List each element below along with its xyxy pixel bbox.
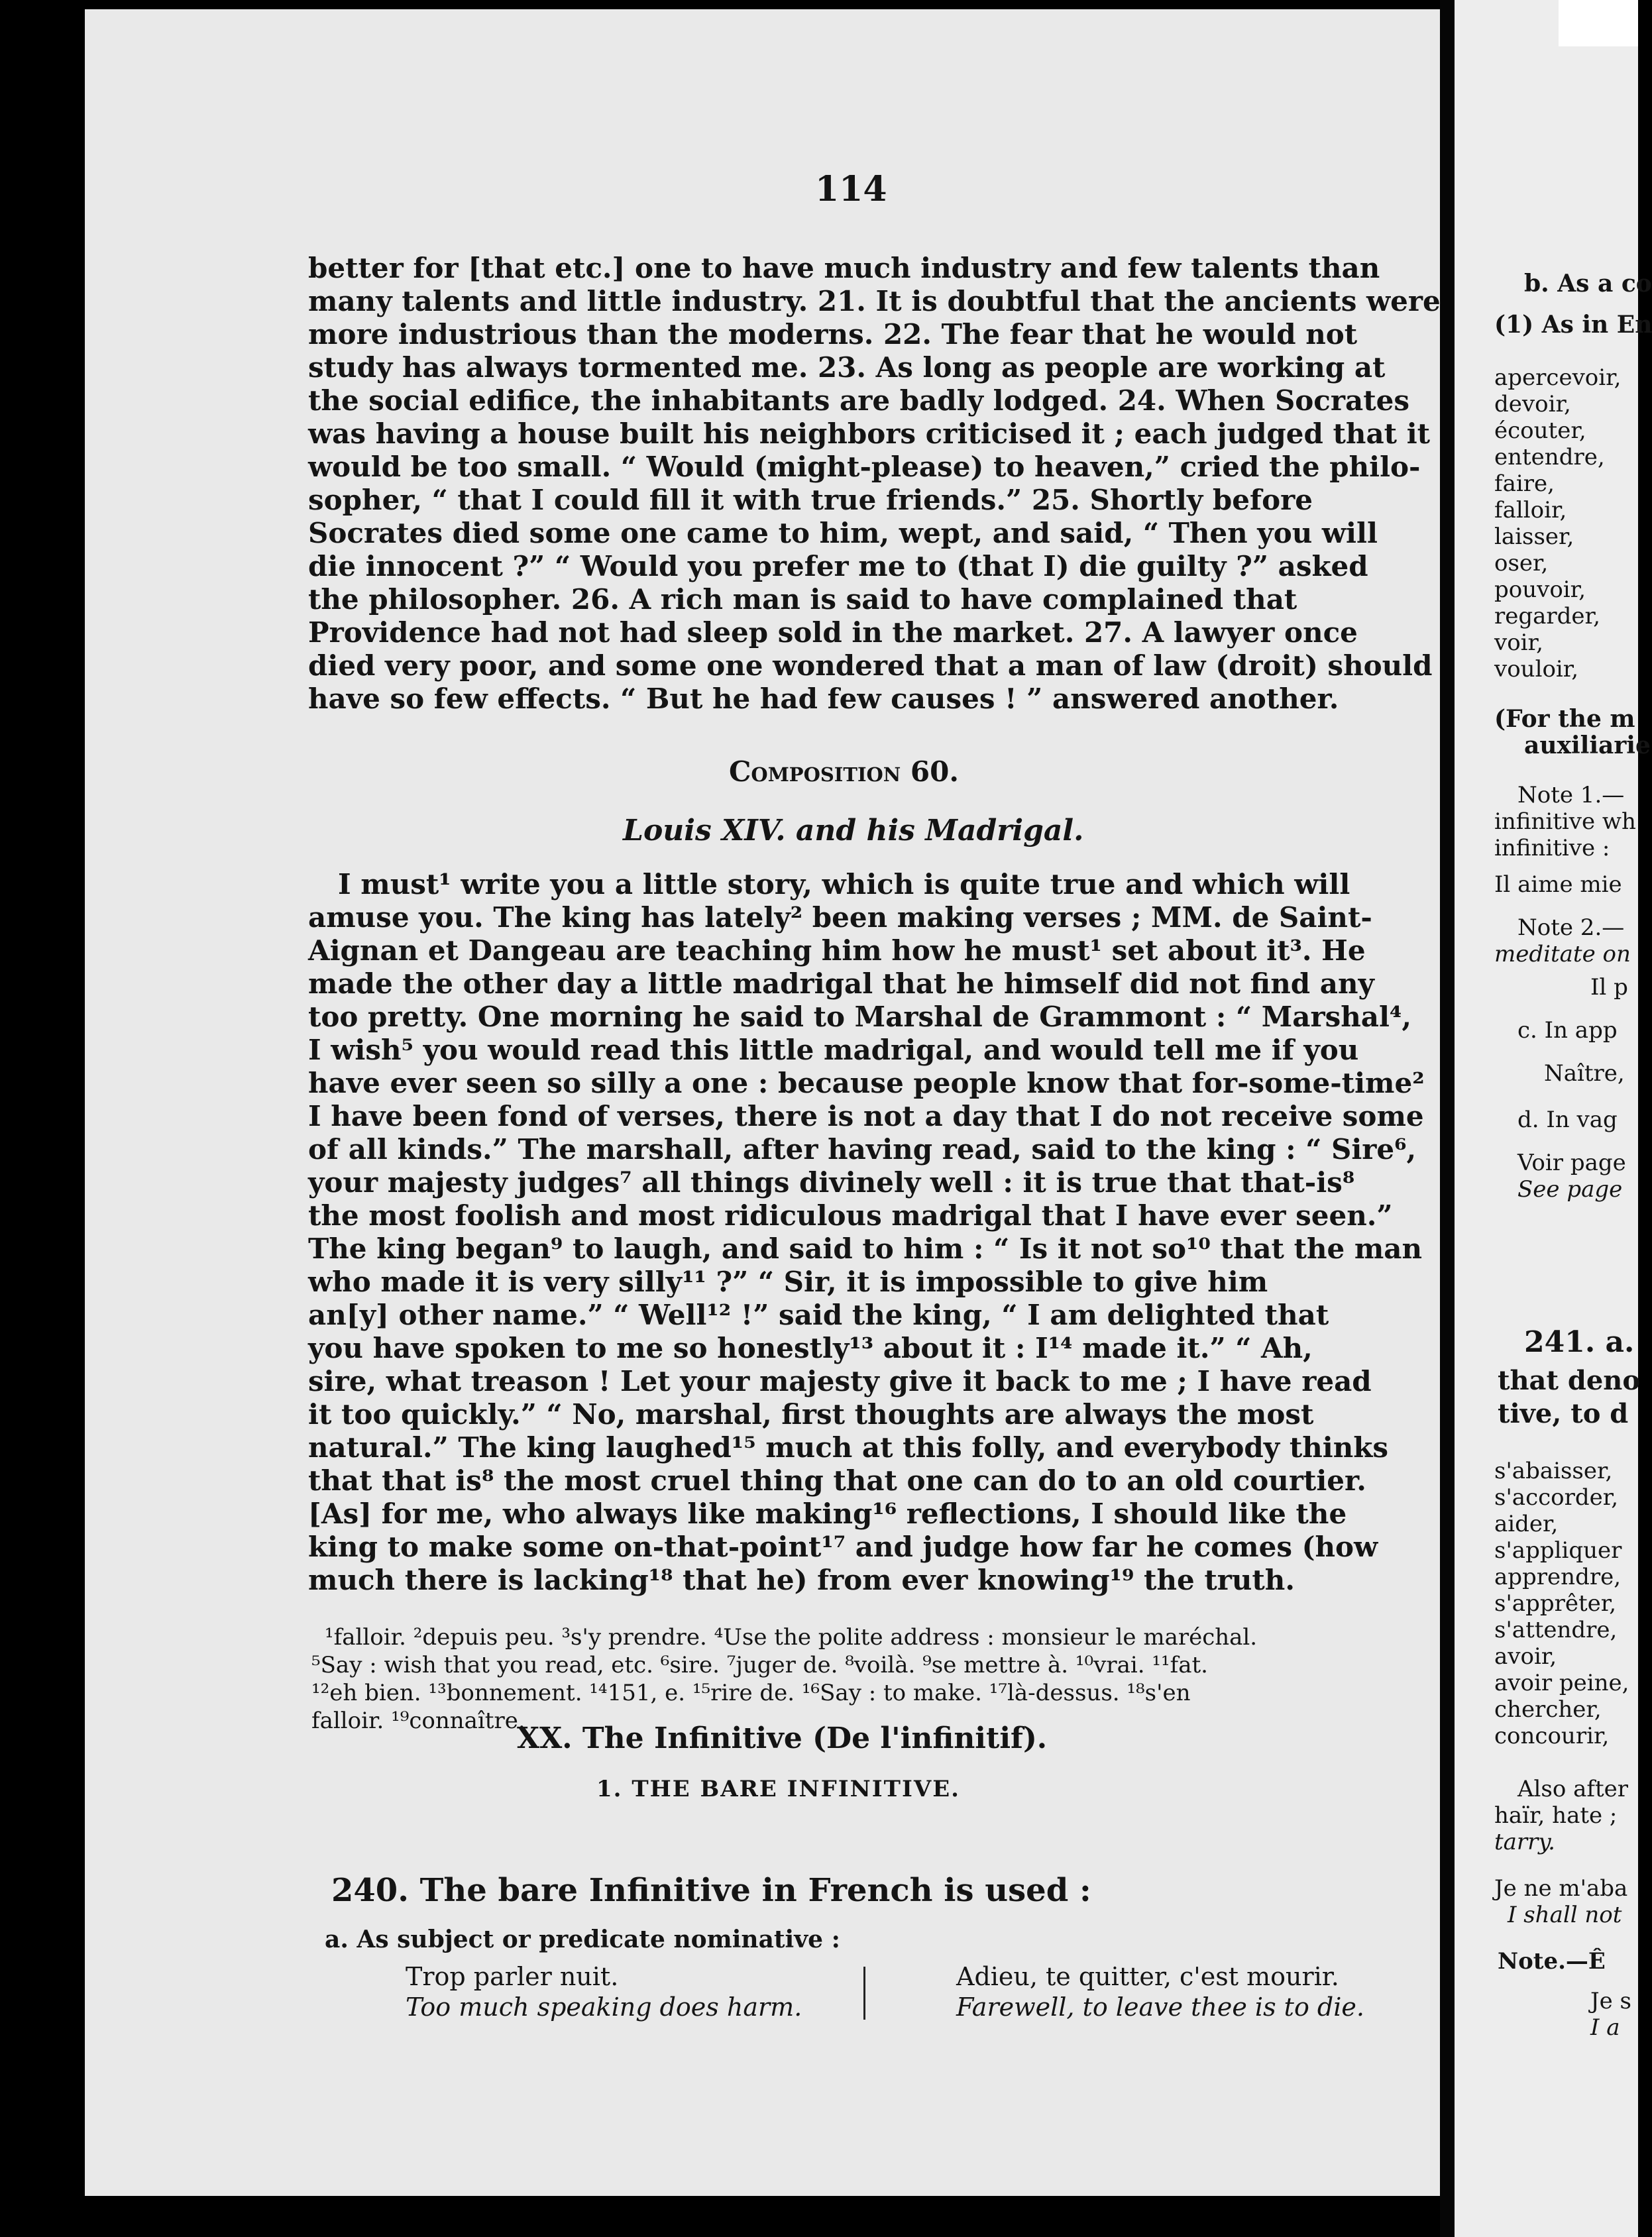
fragment: Il p — [1590, 974, 1628, 1001]
text-line: Aignan et Dangeau are teaching him how he must¹ set about it³. He — [308, 934, 1366, 967]
text-line: sopher, “ that I could fill it with true friends.” 25. Shortly before — [308, 484, 1313, 516]
fragment: b. As a co — [1524, 270, 1652, 298]
text-line: die innocent ?” “ Would you prefer me to (that I) die guilty ?” asked — [308, 550, 1368, 582]
book-gutter — [1440, 0, 1455, 2237]
text-line: natural.” The king laughed¹⁵ much at this folly, and everybody thinks — [308, 1431, 1389, 1464]
text-line: many talents and little industry. 21. It is doubtful that the ancients were — [308, 285, 1441, 317]
fragment: I a — [1590, 2014, 1620, 2041]
text-line: of all kinds.” The marshall, after having read, said to the king : “ Sire⁶, — [308, 1133, 1417, 1166]
fragment: tive, to d — [1498, 1398, 1629, 1429]
example-divider — [863, 1967, 865, 2020]
fragment: Note 2.— — [1517, 914, 1625, 941]
fragment: infinitive : — [1494, 835, 1610, 861]
composition-title: Composition 60. — [729, 755, 959, 788]
fragment: meditate on — [1494, 941, 1631, 967]
text-line: died very poor, and some one wondered that a man of law (droit) should — [308, 649, 1433, 682]
fragment: Also after — [1517, 1776, 1629, 1802]
text-line: more industrious than the moderns. 22. The fear that he would not — [308, 318, 1358, 351]
fragment: s'attendre, — [1494, 1617, 1618, 1643]
fragment: écouter, — [1494, 417, 1586, 444]
example-right-english: Farewell, to leave thee is to die. — [956, 1992, 1364, 2022]
fragment: See page — [1517, 1176, 1623, 1203]
fragment: chercher, — [1494, 1696, 1602, 1723]
text-line: study has always tormented me. 23. As long as people are working at — [308, 351, 1386, 384]
footnote-line: ⁵Say : wish that you read, etc. ⁶sire. ⁷juger de. ⁸voilà. ⁹se mettre à. ¹⁰vrai. ¹¹fat. — [311, 1652, 1208, 1678]
example-left-english: Too much speaking does harm. — [406, 1992, 802, 2022]
composition-subtitle: Louis XIV. and his Madrigal. — [623, 814, 1084, 847]
fragment: pouvoir, — [1494, 576, 1586, 603]
text-line: have so few effects. “ But he had few causes ! ” answered another. — [308, 682, 1339, 715]
fragment: (For the m — [1494, 705, 1635, 733]
fragment: avoir peine, — [1494, 1670, 1629, 1696]
text-line: an[y] other name.” “ Well¹² !” said the king, “ I am delighted that — [308, 1299, 1329, 1331]
rule-heading: 240. The bare Infinitive in French is used : — [331, 1872, 1091, 1909]
fragment: Je ne m'aba — [1494, 1875, 1628, 1902]
text-line: amuse you. The king has lately² been making verses ; MM. de Saint- — [308, 901, 1372, 934]
fragment: laisser, — [1494, 523, 1574, 550]
footnote-line: ¹falloir. ²depuis peu. ³s'y prendre. ⁴Use the polite address : monsieur le maréchal. — [325, 1624, 1258, 1651]
text-line: your majesty judges⁷ all things divinely well : it is true that that-is⁸ — [308, 1166, 1355, 1199]
fragment: that deno — [1498, 1365, 1641, 1396]
text-line: better for [that etc.] one to have much industry and few talents than — [308, 252, 1380, 284]
fragment: s'apprêter, — [1494, 1590, 1617, 1617]
fragment: infinitive wh — [1494, 808, 1636, 835]
fragment: avoir, — [1494, 1643, 1557, 1670]
fragment: Je s — [1590, 1988, 1632, 2014]
fragment: (1) As in En — [1494, 311, 1652, 339]
text-line: [As] for me, who always like making¹⁶ reflections, I should like the — [308, 1498, 1347, 1530]
fragment: Note.—Ê — [1498, 1948, 1606, 1975]
fragment: haïr, hate ; — [1494, 1802, 1618, 1829]
text-line: would be too small. “ Would (might-please) to heaven,” cried the philo- — [308, 451, 1421, 483]
text-line: The king began⁹ to laugh, and said to him : “ Is it not so¹⁰ that the man — [308, 1232, 1423, 1265]
text-line: much there is lacking¹⁸ that he) from ever knowing¹⁹ the truth. — [308, 1564, 1295, 1596]
fragment: c. In app — [1517, 1017, 1618, 1044]
rule-a: a. As subject or predicate nominative : — [325, 1926, 840, 1953]
text-line: I have been fond of verses, there is not a day that I do not receive some — [308, 1100, 1424, 1132]
fragment: apercevoir, — [1494, 364, 1622, 391]
fragment: s'appliquer — [1494, 1537, 1622, 1564]
fragment: Note 1.— — [1517, 782, 1625, 808]
page-number: 114 — [815, 169, 887, 209]
fragment: Il aime mie — [1494, 871, 1622, 898]
fragment: Naître, — [1544, 1060, 1625, 1087]
text-line: was having a house built his neighbors criticised it ; each judged that it — [308, 417, 1431, 450]
text-line: that that is⁸ the most cruel thing that one can do to an old courtier. — [308, 1464, 1366, 1497]
fragment: I shall not — [1508, 1902, 1622, 1928]
fragment: d. In vag — [1517, 1107, 1618, 1133]
fragment: s'abaisser, — [1494, 1458, 1613, 1484]
footnote-line: falloir. ¹⁹connaître. — [311, 1708, 525, 1734]
fragment: apprendre, — [1494, 1564, 1622, 1590]
fragment: regarder, — [1494, 603, 1600, 629]
text-line: king to make some on-that-point¹⁷ and judge how far he comes (how — [308, 1531, 1378, 1563]
text-line: it too quickly.” “ No, marshal, first thoughts are always the most — [308, 1398, 1314, 1431]
text-line: who made it is very silly¹¹ ?” “ Sir, it is impossible to give him — [308, 1266, 1268, 1298]
text-line: made the other day a little madrigal that he himself did not find any — [308, 967, 1374, 1000]
fragment: tarry. — [1494, 1829, 1555, 1855]
fragment: Voir page — [1517, 1150, 1626, 1176]
section-title: XX. The Infinitive (De l'infinitif). — [517, 1721, 1048, 1755]
text-line: sire, what treason ! Let your majesty give it back to me ; I have read — [308, 1365, 1372, 1397]
text-line: I must¹ write you a little story, which is quite true and which will — [338, 868, 1350, 900]
footnote-line: ¹²eh bien. ¹³bonnement. ¹⁴151, e. ¹⁵rire de. ¹⁶Say : to make. ¹⁷là-dessus. ¹⁸s'en — [311, 1680, 1191, 1706]
text-line: have ever seen so silly a one : because people know that for-some-time² — [308, 1067, 1425, 1099]
text-line: I wish⁵ you would read this little madrigal, and would tell me if you — [308, 1034, 1359, 1066]
text-line: Socrates died some one came to him, wept, and said, “ Then you will — [308, 517, 1378, 549]
fragment: voir, — [1494, 629, 1543, 656]
text-line: the philosopher. 26. A rich man is said to have complained that — [308, 583, 1297, 616]
fragment: concourir, — [1494, 1723, 1610, 1749]
fragment: devoir, — [1494, 391, 1571, 417]
fragment: aider, — [1494, 1511, 1559, 1537]
page-corner — [1559, 0, 1638, 46]
text-line: the most foolish and most ridiculous madrigal that I have ever seen.” — [308, 1199, 1393, 1232]
fragment: faire, — [1494, 470, 1555, 497]
fragment: s'accorder, — [1494, 1484, 1619, 1511]
example-left-french: Trop parler nuit. — [406, 1962, 619, 1991]
fragment: entendre, — [1494, 444, 1605, 470]
fragment: 241. a. — [1524, 1325, 1635, 1359]
fragment: falloir, — [1494, 497, 1567, 523]
section-subtitle: 1. THE BARE INFINITIVE. — [596, 1776, 960, 1802]
fragment: vouloir, — [1494, 656, 1579, 682]
fragment: auxiliarie — [1524, 732, 1651, 759]
text-line: Providence had not had sleep sold in the market. 27. A lawyer once — [308, 616, 1358, 649]
text-line: you have spoken to me so honestly¹³ about it : I¹⁴ made it.” “ Ah, — [308, 1332, 1313, 1364]
fragment: oser, — [1494, 550, 1549, 576]
text-line: the social edifice, the inhabitants are badly lodged. 24. When Socrates — [308, 384, 1409, 417]
text-line: too pretty. One morning he said to Marshal de Grammont : “ Marshal⁴, — [308, 1001, 1411, 1033]
example-right-french: Adieu, te quitter, c'est mourir. — [956, 1962, 1339, 1991]
